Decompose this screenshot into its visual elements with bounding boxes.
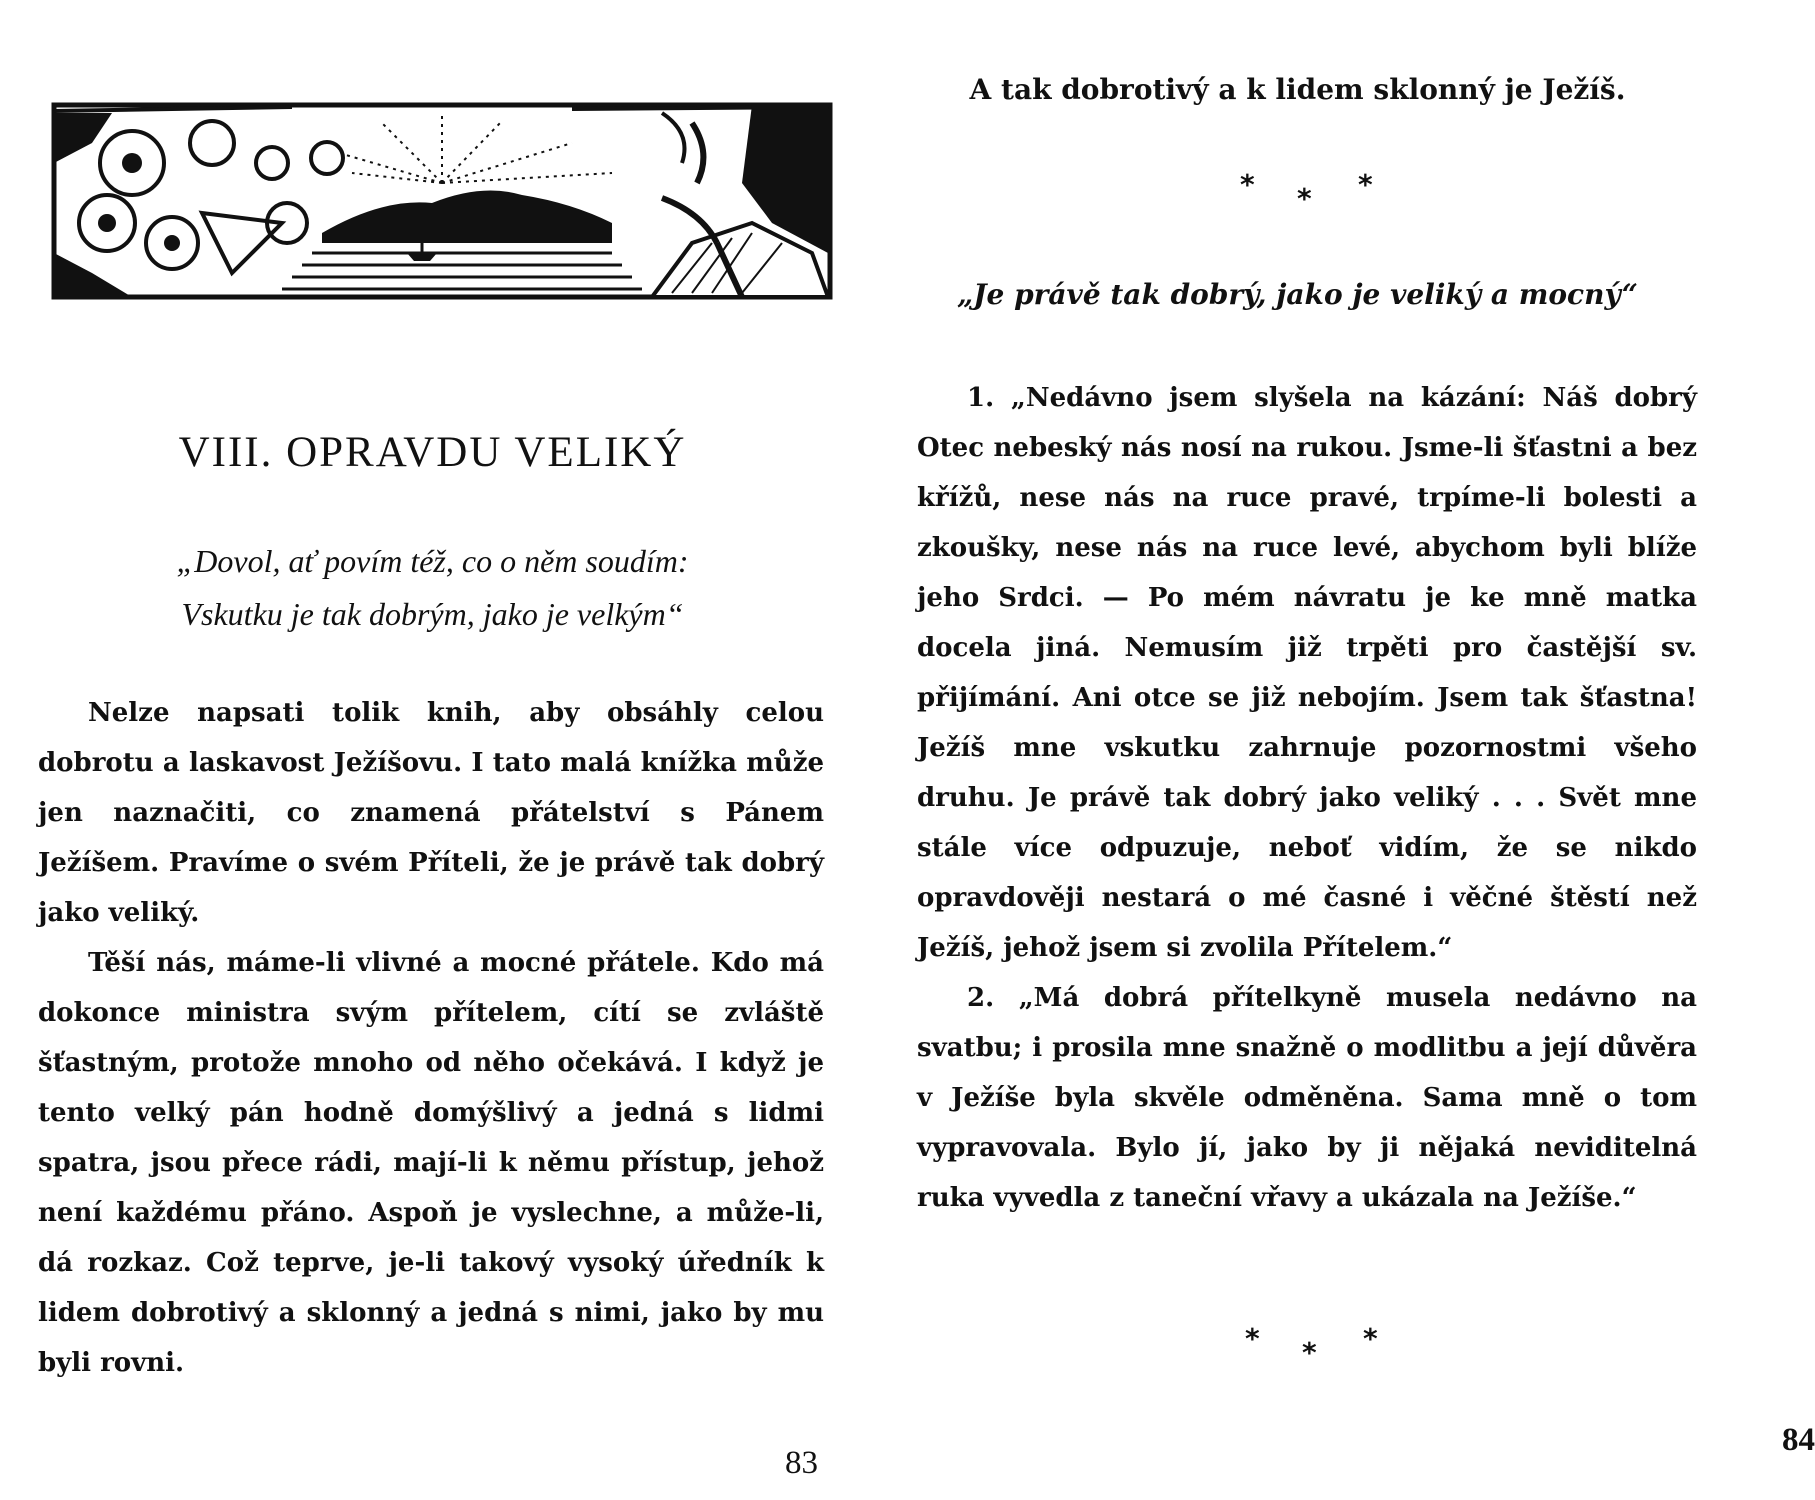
asterism-divider <box>1240 168 1400 218</box>
quote-title: „Je právě tak dobrý, jako je veliký a mocný“ <box>957 278 1638 311</box>
paragraph: 2. „Má dobrá přítelkyně musela nedávno na svatbu; i prosila mne snažně o modlitbu a její důvěra v Ježíše byla skvěle odměněna. Sama mně o tom vypravovala. Bylo jí, jako by ji nějaká neviditelná ruka vyvedla z taneční vřavy a ukázala na Ježíše.“ <box>917 983 1697 1213</box>
left-body-text <box>38 688 824 1388</box>
asterisk: * <box>1297 182 1312 215</box>
page-number: 83 <box>785 1445 818 1481</box>
paragraph: Těší nás, máme-li vlivné a mocné přátele. Kdo má dokonce ministra svým přítelem, cítí se zvláště šťastným, protože mnoho od něho očekává. I když je tento velký pán hodně domýšlivý a jedná s lidmi spatra, jsou přece rádi, mají-li k němu přístup, jehož není každému přáno. Aspoň je vyslechne, a může-li, dá rozkaz. Což teprve, je-li takový vysoký úředník k lidem dobrotivý a sklonný a jedná s nimi, jako by mu byli rovni. <box>38 948 824 1378</box>
page-number: 84 <box>1782 1422 1815 1458</box>
chapter-title: VIII. OPRAVDU VELIKÝ <box>178 429 687 476</box>
asterisk: * <box>1363 1322 1378 1355</box>
asterisk: * <box>1302 1336 1317 1369</box>
section-heading: A tak dobrotivý a k lidem sklonný je Ježíš. <box>969 73 1626 106</box>
epigraph-line: Vskutku je tak dobrým, jako je velkým“ <box>181 596 684 632</box>
left-page <box>0 0 865 1500</box>
right-page <box>865 0 1815 1500</box>
asterisk: * <box>1358 168 1373 201</box>
epigraph-line: „Dovol, ať povím též, co o něm soudím: <box>176 543 689 579</box>
landscape-illustration <box>52 103 832 299</box>
paragraph: Nelze napsati tolik knih, aby obsáhly celou dobrotu a laskavost Ježíšovu. I tato malá knížka může jen naznačiti, co znamená přátelství s Pánem Ježíšem. Pravíme o svém Příteli, že je právě tak dobrý jako veliký. <box>38 698 824 928</box>
epigraph <box>0 535 865 641</box>
paragraph: 1. „Nedávno jsem slyšela na kázání: Náš dobrý Otec nebeský nás nosí na rukou. Jsme-li šťastni a bez křížů, nese nás na ruce pravé, trpíme-li bolesti a zkoušky, nese nás na ruce levé, abychom byli blíže jeho Srdci. — Po mém návratu je ke mně matka docela jiná. Nemusím již trpěti pro častější sv. přijímání. Ani otce se již nebojím. Jsem tak šťastna! Ježíš mne vskutku zahrnuje pozornostmi všeho druhu. Je právě tak dobrý jako veliký . . . Svět mne stále více odpuzuje, neboť vidím, že se nikdo opravdověji nestará o mé časné i věčné štěstí než Ježíš, jehož jsem si zvolila Přítelem.“ <box>917 383 1697 963</box>
asterisk: * <box>1245 1322 1260 1355</box>
right-body-text <box>917 373 1697 1223</box>
asterism-divider <box>1245 1322 1405 1372</box>
asterisk: * <box>1240 168 1255 201</box>
